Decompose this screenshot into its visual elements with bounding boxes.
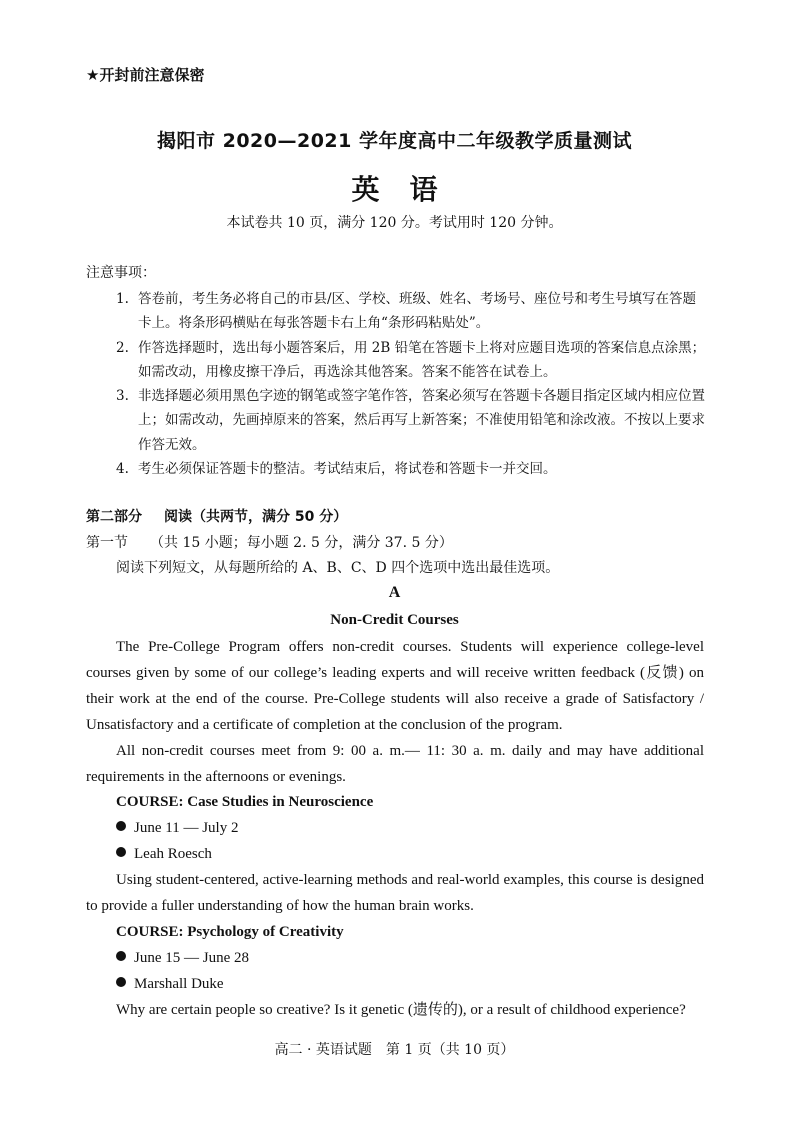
part-title: 阅读（共两节，满分 50 分）	[164, 509, 348, 525]
notice-item-text: 考生必须保证答题卡的整洁。考试结束后，将试卷和答题卡一并交回。	[138, 461, 557, 478]
part-heading	[86, 506, 347, 526]
subject-char-2: 语	[409, 173, 438, 206]
section-label: 第一节	[86, 535, 128, 551]
notice-item	[116, 384, 708, 457]
course-dates-text: June 11 — July 2	[134, 820, 239, 837]
notice-item-number: 3.	[116, 388, 129, 405]
notice-item	[116, 457, 708, 481]
confidential-notice: ★开封前注意保密	[86, 66, 205, 84]
passage-paragraph: All non-credit courses meet from 9: 00 a. m.— 11: 30 a. m. daily and may have additional requirements in the afternoons or evenings.	[86, 742, 704, 785]
subject-char-1: 英	[351, 173, 380, 206]
page-footer: 高二 · 英语试题 第 1 页（共 10 页）	[274, 1042, 515, 1058]
bullet-icon	[116, 977, 126, 987]
notice-item-text: 作答选择题时，选出每小题答案后，用 2B 铅笔在答题卡上将对应题目选项的答案信息点涂黑；如需改动，用橡皮擦干净后，再选涂其他答案。答案不能答在试卷上。	[138, 339, 706, 380]
course-description: Using student-centered, active-learning methods and real-world examples, this course is designed to provide a fuller understanding of how the human brain works.	[86, 872, 704, 915]
passage-body	[86, 635, 704, 1024]
passage-title: Non-Credit Courses	[330, 612, 459, 628]
course-instructor	[86, 842, 704, 868]
exam-title: 揭阳市 2020—2021 学年度高中二年级教学质量测试	[157, 130, 632, 152]
course-dates	[86, 816, 704, 842]
notice-item	[116, 287, 708, 336]
notice-title: 注意事项：	[86, 265, 156, 281]
notice-item-text: 答卷前，考生务必将自己的市县/区、学校、班级、姓名、考场号、座位号和考生号填写在答题卡上。将条形码横贴在每张答题卡右上角“条形码粘贴处”。	[138, 291, 697, 332]
section-heading	[86, 532, 453, 552]
part-label: 第二部分	[86, 509, 142, 525]
bullet-icon	[116, 951, 126, 961]
bullet-icon	[116, 847, 126, 857]
course-heading: COURSE: Psychology of Creativity	[116, 923, 344, 940]
course-description: Why are certain people so creative? Is it genetic (遗传的), or a result of childhood experience?	[116, 1001, 686, 1018]
course-dates-text: June 15 — June 28	[134, 949, 249, 966]
notice-list	[116, 287, 708, 481]
section-title: （共 15 小题；每小题 2. 5 分，满分 37. 5 分）	[150, 535, 453, 551]
notice-item-number: 4.	[116, 461, 129, 478]
notice-item	[116, 336, 708, 385]
course-heading: COURSE: Case Studies in Neuroscience	[116, 794, 374, 811]
passage-letter: A	[388, 584, 401, 601]
notice-item-number: 1.	[116, 291, 129, 307]
exam-meta: 本试卷共 10 页，满分 120 分。考试用时 120 分钟。	[226, 215, 563, 231]
notice-item-number: 2.	[116, 339, 129, 356]
passage-paragraph: The Pre-College Program offers non-credit courses. Students will experience college-level courses given by some of our college’s leading experts and will receive written feedback (反馈) on their work at the end of the course. Pre-College students will also receive a grade of Satisfactory / Unsatisfactory and a certificate of completion at the conclusion of the program.	[86, 639, 704, 733]
course-instructor	[86, 972, 704, 998]
notice-item-text: 非选择题必须用黑色字迹的钢笔或签字笔作答，答案必须写在答题卡各题目指定区域内相应位置上；如需改动，先画掉原来的答案，然后再写上新答案；不准使用铅笔和涂改液。不按以上要求作答无效。	[138, 388, 705, 453]
reading-instruction: 阅读下列短文，从每题所给的 A、B、C、D 四个选项中选出最佳选项。	[116, 560, 560, 576]
course-dates	[86, 946, 704, 972]
course-instructor-text: Leah Roesch	[134, 846, 212, 863]
subject-title	[0, 168, 789, 208]
bullet-icon	[116, 821, 126, 831]
course-instructor-text: Marshall Duke	[134, 975, 224, 992]
